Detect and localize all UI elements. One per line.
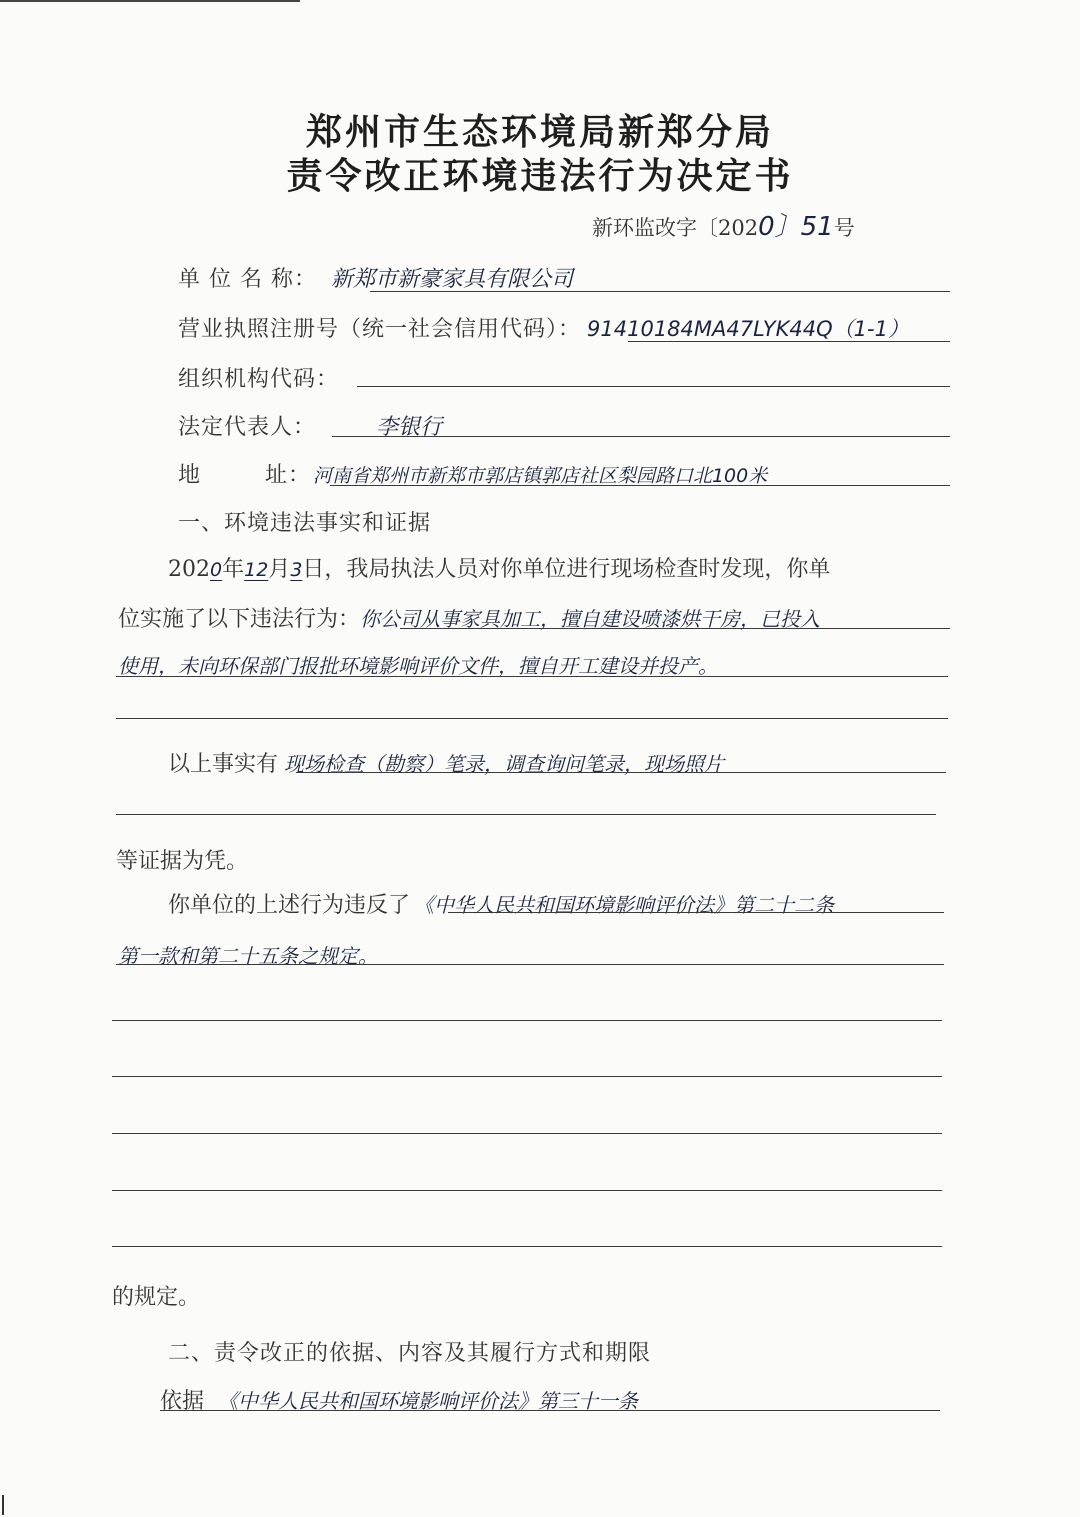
fact-line3-underline [116,676,948,677]
org-code-underline [357,386,950,387]
evidence-hand: 现场检查（勘察）笔录，调查询问笔录，现场照片 [284,752,725,776]
fact-line2-hand: 你公司从事家具加工，擅自建设喷漆烘干房，已投入 [360,607,821,631]
document-number [592,206,855,243]
fact-line1 [168,552,830,583]
evidence-blank-line [116,814,936,815]
doc-no-prefix: 新环监改字〔202 [592,216,759,240]
org-code-label: 组织机构代码： [178,367,340,392]
violation-line1 [168,888,834,919]
violation-label: 你单位的上述行为违反了 [168,893,411,918]
evidence-label: 以上事实有 [168,752,279,777]
section1-heading: 一、环境违法事实和证据 [178,511,432,536]
license-row [178,312,909,343]
evidence-end: 等证据为凭。 [116,849,249,874]
scan-edge-mark [0,0,300,2]
legal-rep-value: 李银行 [376,415,443,440]
address-underline [330,485,950,486]
basis-underline [160,1410,940,1411]
unit-name-label: 单 位 名 称： [178,267,317,292]
unit-name-underline [370,291,950,292]
unit-name-value: 新郑市新豪家具有限公司 [330,267,573,292]
fact-day-text: 日，我局执法人员对你单位进行现场检查时发现，你单 [302,557,831,582]
unit-name-row [178,262,573,293]
fact-year-label: 年 [222,557,245,582]
evidence-underline [296,772,946,773]
fact-line3-hand: 使用，未向环保部门报批环境影响评价文件，擅自开工建设并投产。 [118,654,718,678]
fact-day: 3 [290,559,303,581]
doc-no-suffix: 号 [833,216,855,240]
evidence-line [168,747,724,778]
blank-line-1 [112,1020,942,1021]
blank-line-2 [112,1076,942,1077]
legal-rep-label: 法定代表人： [178,415,317,440]
fact-line3 [118,650,718,679]
fact-year: 0 [210,559,223,581]
violation-underline1 [448,912,944,913]
violation-hand2: 第一款和第二十五条之规定。 [118,944,378,968]
license-label: 营业执照注册号（统一社会信用代码）： [178,317,582,342]
org-code-row [178,362,339,393]
basis-label: 依据 [160,1389,205,1414]
fact-month: 12 [244,559,269,581]
violation-hand1: 《中华人民共和国环境影响评价法》第二十二条 [414,893,835,917]
blank-line-5 [112,1246,942,1247]
fact-blank-line [116,718,948,719]
legal-rep-underline [332,436,950,437]
blank-line-4 [112,1190,942,1191]
fact-month-label: 月 [268,557,291,582]
fact-line2-underline [400,628,950,629]
blank-line-3 [112,1133,942,1134]
license-underline [628,341,950,342]
scan-left-mark [2,1495,4,1515]
address-value: 河南省郑州市新郑市郭店镇郭店社区梨园路口北100米 [312,465,768,487]
basis-hand: 《中华人民共和国环境影响评价法》第三十一条 [218,1389,639,1413]
doc-no-handwritten: 0〕51 [758,212,834,242]
document-title-line2: 责令改正环境违法行为决定书 [286,155,794,197]
fact-line2-label: 位实施了以下违法行为： [118,607,361,632]
violation-underline2 [116,964,944,965]
license-value: 91410184MA47LYK44Q（1-1） [587,317,909,341]
address-label: 地 址： [178,463,311,488]
fact-year-prefix: 202 [168,557,210,582]
section2-heading: 二、责令改正的依据、内容及其履行方式和期限 [168,1341,652,1366]
document-title-line1: 郑州市生态环境局新郑分局 [305,111,774,153]
violation-end: 的规定。 [112,1285,201,1310]
